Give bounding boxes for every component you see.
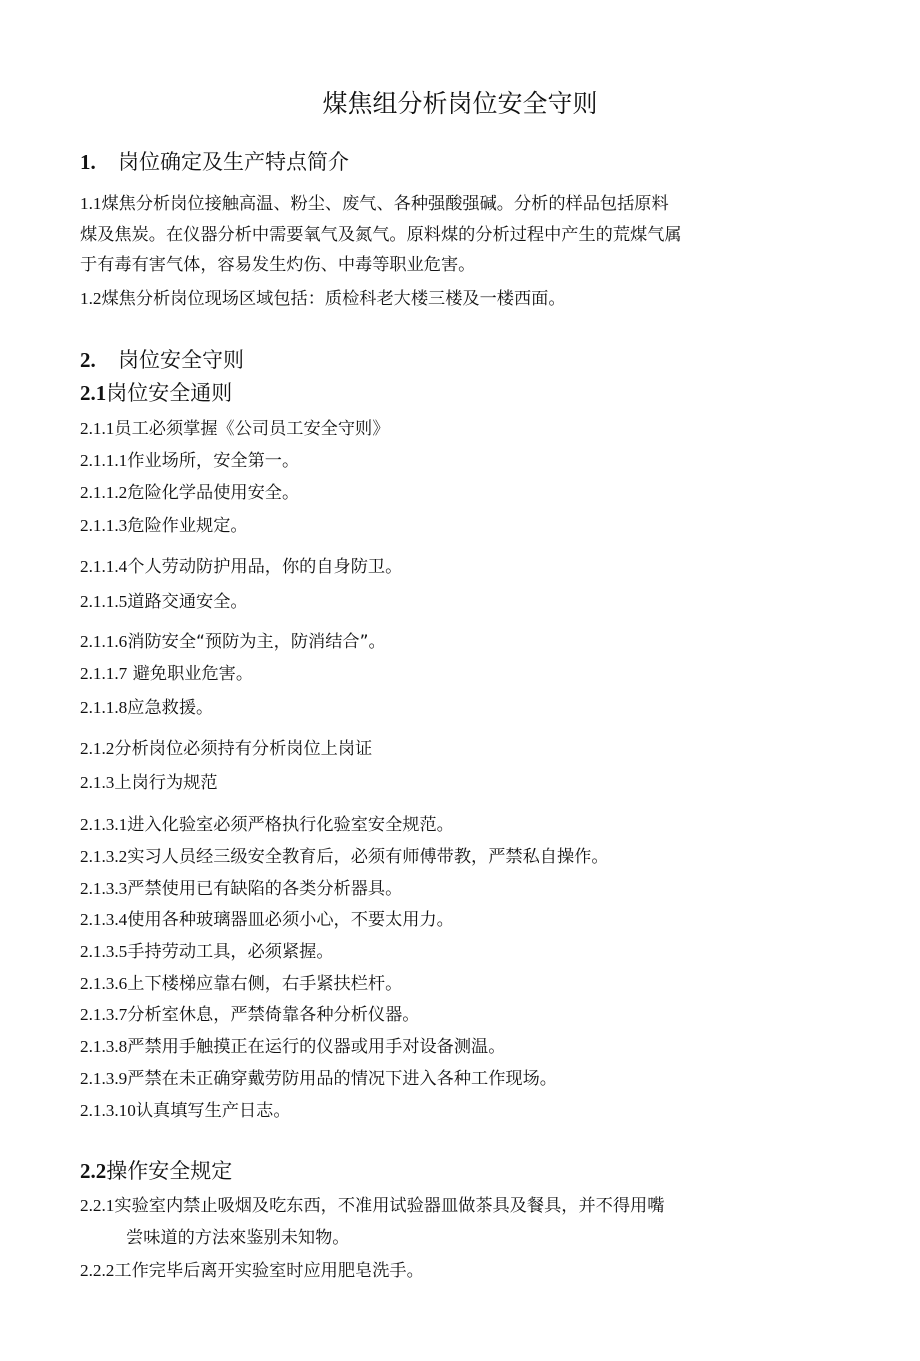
clause-number: 2.2.2: [80, 1261, 115, 1280]
paragraph-1-2: [80, 284, 566, 309]
clause-text: 上岗行为规范: [114, 773, 218, 793]
clause-2-1-3-3: [80, 874, 402, 899]
clause-2-1-3-1: [80, 810, 454, 835]
clause-text: 分析室休息，严禁倚靠各种分析仪器。: [127, 1005, 420, 1025]
paragraph-1-1-line-2: 煤及焦炭。在仪器分析中需要氧气及氮气。原料煤的分析过程中产生的荒煤气属: [80, 225, 682, 245]
clause-2-1-1-7: [80, 659, 253, 684]
clause-text: 严禁用手触摸正在运行的仪器或用手对设备测温。: [127, 1037, 506, 1057]
clause-2-1-3-10: [80, 1096, 291, 1121]
clause-2-1-1-1: [80, 446, 299, 471]
clause-2-1-3-6: [80, 969, 402, 994]
clause-number: 2.1.1.1: [80, 451, 128, 470]
clause-text: 煤焦分析岗位现场区域包括：质检科老大楼三楼及一楼西面。: [101, 289, 566, 309]
clause-number: 2.1.3.9: [80, 1069, 128, 1088]
clause-2-1-1-4: [80, 552, 402, 577]
clause-number: 2.1.1.2: [80, 483, 128, 502]
clause-number: 2.1.1: [80, 419, 115, 438]
clause-2-1-1-2: [80, 478, 299, 503]
clause-2-2-2: [80, 1256, 424, 1281]
section-2-1-heading: [80, 377, 232, 407]
clause-2-1-1-6: [80, 627, 386, 652]
clause-number: 2.1.3: [80, 773, 115, 792]
clause-text: 分析岗位必须持有分析岗位上岗证: [114, 739, 373, 759]
clause-2-1-3-8: [80, 1032, 505, 1057]
clause-number: 2.1.1.8: [80, 698, 128, 717]
clause-2-1-1: [80, 414, 389, 439]
clause-number: 2.1.1.4: [80, 557, 128, 576]
section-title: 岗位确定及生产特点简介: [118, 150, 349, 174]
clause-text: 严禁在未正确穿戴劳防用品的情况下进入各种工作现场。: [127, 1069, 557, 1089]
clause-2-2-1-line-2: 尝味道的方法來鉴别未知物。: [126, 1228, 350, 1248]
clause-2-1-3-9: [80, 1064, 557, 1089]
section-number: 2.: [80, 348, 96, 372]
clause-text: 作业场所，安全第一。: [127, 451, 300, 471]
clause-number: 2.1.3.8: [80, 1037, 128, 1056]
clause-2-1-3-5: [80, 937, 334, 962]
clause-text: 避免职业危害。: [127, 664, 254, 684]
clause-text: 认真填写生产日志。: [135, 1101, 291, 1121]
paragraph-1-1-line-1: [80, 189, 669, 214]
section-2-2-heading: [80, 1155, 232, 1185]
clause-2-1-2: [80, 734, 372, 759]
clause-2-2-1-line-1: [80, 1191, 664, 1216]
section-number: 2.1: [80, 381, 107, 405]
clause-text: 应急救援。: [127, 698, 214, 718]
clause-number: 2.1.2: [80, 739, 115, 758]
clause-text: 实验室内禁止吸烟及吃东西，不准用试验器皿做茶具及餐具，并不得用嘴: [114, 1196, 665, 1216]
clause-number: 2.1.3.7: [80, 1005, 128, 1024]
document-title: 煤焦组分析岗位安全守则: [322, 89, 598, 118]
clause-number: 2.1.3.10: [80, 1101, 136, 1120]
clause-text: 危险作业规定。: [127, 516, 248, 536]
section-number: 2.2: [80, 1159, 107, 1183]
clause-text: 进入化验室必须严格执行化验室安全规范。: [127, 815, 454, 835]
clause-number: 2.1.3.2: [80, 847, 128, 866]
clause-text: 手持劳动工具，必须紧握。: [127, 942, 334, 962]
clause-number: 2.1.1.6: [80, 632, 128, 651]
clause-2-1-1-5: [80, 587, 248, 612]
clause-number: 1.2: [80, 289, 102, 308]
clause-2-1-3-2: [80, 842, 609, 867]
paragraph-1-1-line-3: 于有毒有害气体，容易发生灼伤、中毒等职业危害。: [80, 255, 476, 275]
section-1-heading: [80, 146, 349, 176]
clause-number: 2.1.3.4: [80, 910, 128, 929]
clause-2-1-3-7: [80, 1000, 419, 1025]
clause-text: 个人劳动防护用品，你的自身防卫。: [127, 557, 403, 577]
clause-number: 2.1.1.3: [80, 516, 128, 535]
clause-text: 使用各种玻璃器皿必须小心，不要太用力。: [127, 910, 454, 930]
clause-2-1-3: [80, 768, 218, 793]
clause-text: 道路交通安全。: [127, 592, 248, 612]
clause-text: 消防安全“预防为主，防消结合”。: [127, 632, 386, 652]
clause-text: 上下楼梯应靠右侧，右手紧扶栏杆。: [127, 974, 403, 994]
clause-2-1-1-8: [80, 693, 213, 718]
section-title: 岗位安全守则: [118, 348, 244, 372]
clause-number: 2.1.3.1: [80, 815, 128, 834]
clause-text: 危险化学品使用安全。: [127, 483, 300, 503]
clause-text: 工作完毕后离开实验室时应用肥皂洗手。: [114, 1261, 424, 1281]
section-title: 岗位安全通则: [106, 381, 233, 405]
clause-text: 煤焦分析岗位接触高温、粉尘、废气、各种强酸强碱。分析的样品包括原料: [101, 194, 669, 214]
section-number: 1.: [80, 150, 96, 174]
clause-2-1-1-3: [80, 511, 248, 536]
clause-number: 2.1.1.5: [80, 592, 128, 611]
clause-number: 2.2.1: [80, 1196, 115, 1215]
clause-number: 1.1: [80, 194, 102, 213]
clause-text: 实习人员经三级安全教育后，必须有师傅带教，严禁私自操作。: [127, 847, 609, 867]
clause-number: 2.1.3.6: [80, 974, 128, 993]
clause-text: 严禁使用已有缺陷的各类分析器具。: [127, 879, 403, 899]
clause-number: 2.1.1.7: [80, 664, 128, 683]
section-2-heading: [80, 344, 244, 374]
clause-text: 员工必须掌握《公司员工安全守则》: [114, 419, 390, 439]
clause-number: 2.1.3.3: [80, 879, 128, 898]
clause-2-1-3-4: [80, 905, 454, 930]
clause-number: 2.1.3.5: [80, 942, 128, 961]
section-title: 操作安全规定: [106, 1159, 233, 1183]
